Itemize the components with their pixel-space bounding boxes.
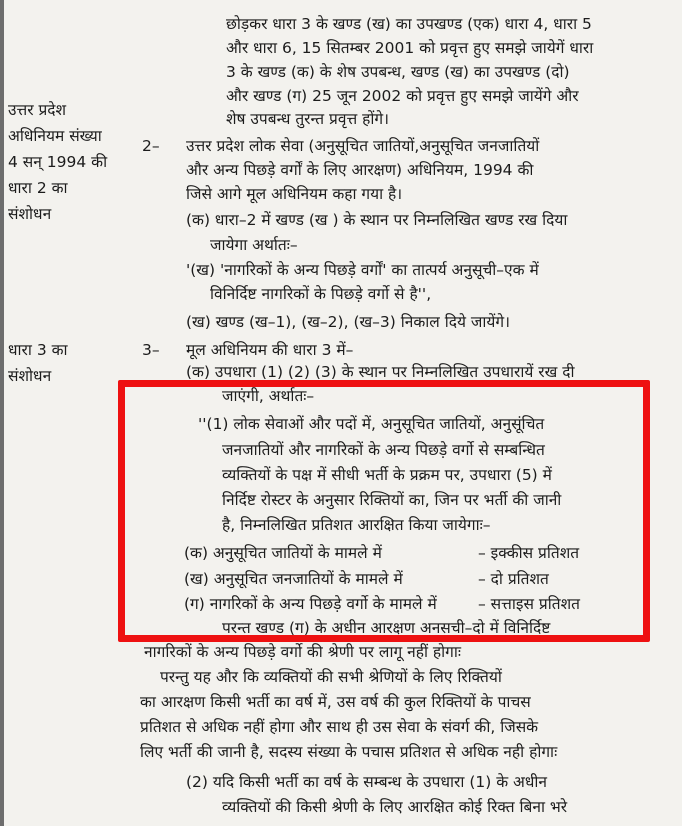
reservation-st-label: (ख) अनुसूचित जनजातियों के मामले में bbox=[184, 570, 403, 588]
subsection-1-line-4: निर्दिष्ट रोस्टर के अनुसार रिक्तियों का, जिन पर भर्ती की जानी bbox=[222, 491, 562, 509]
section-2-line-1: उत्तर प्रदेश लोक सेवा (अनुसूचित जातियों,अनुसूचित जनजातियों bbox=[186, 137, 540, 155]
top-line-4: और खण्ड (ग) 25 जून 2002 को प्रवृत्त हुए समझे जायेंगे और bbox=[226, 87, 579, 105]
reservation-obc-value: – सत्ताइस प्रतिशत bbox=[478, 595, 580, 613]
side-note-1-line-5: संशोधन bbox=[8, 205, 52, 223]
section-3-line-2: (क) उपधारा (1) (2) (3) के स्थान पर निम्नलिखित उपधारायें रख दी bbox=[186, 363, 575, 381]
subsection-1-line-1: ''(1) लोक सेवाओं और पदों में, अनुसूचित जातियों, अनुसूंचित bbox=[198, 415, 545, 433]
top-line-5: शेष उपबन्ध तुरन्त प्रवृत्त होंगे। bbox=[226, 110, 389, 128]
top-line-2: और धारा 6, 15 सितम्बर 2001 को प्रवृत्त हुए समझे जायेगें धारा bbox=[226, 39, 594, 57]
side-note-1-line-1: उत्तर प्रदेश bbox=[8, 101, 67, 119]
side-note-1-line-4: धारा 2 का bbox=[8, 179, 68, 197]
section-2-clause-kh: (ख) खण्ड (ख–1), (ख–2), (ख–3) निकाल दिये जायेंगे। bbox=[186, 313, 510, 331]
page-edge bbox=[0, 0, 4, 826]
top-line-3: 3 के खण्ड (क) के शेष उपबन्ध, खण्ड (ख) का उपखण्ड (दो) bbox=[226, 63, 570, 81]
section-2-line-2: और अन्य पिछड़े वर्गों के लिए आरक्षण) अधिनियम, 1994 की bbox=[186, 161, 534, 179]
section-2-line-3: जिसे आगे मूल अधिनियम कहा गया है। bbox=[186, 185, 403, 203]
reservation-sc-value: – इक्कीस प्रतिशत bbox=[478, 544, 580, 562]
reservation-st-value: – दो प्रतिशत bbox=[478, 570, 549, 588]
side-note-1-line-2: अधिनियम संख्या bbox=[8, 127, 102, 145]
side-note-2-line-2: संशोधन bbox=[8, 367, 52, 385]
section-2-clause-a-line-2: जायेगा अर्थातः– bbox=[210, 236, 298, 254]
side-note-2-line-1: धारा 3 का bbox=[8, 341, 68, 359]
proviso-2-line-2: का आरक्षण किसी भर्ती का वर्ष में, उस वर्ष की कुल रिक्तियों के पाचस bbox=[140, 693, 531, 711]
proviso-2-line-3: प्रतिशत से अधिक नहीं होगा और साथ ही उस सेवा के संवर्ग की, जिसके bbox=[140, 718, 539, 736]
section-2-clause-a-line-1: (क) धारा–2 में खण्ड (ख ) के स्थान पर निम्नलिखित खण्ड रख दिया bbox=[186, 211, 568, 229]
proviso-2-line-4: लिए भर्ती की जानी है, सदस्य संख्या के पचास प्रतिशत से अधिक नही होगाः bbox=[140, 743, 558, 761]
section-3-line-1: मूल अधिनियम की धारा 3 में– bbox=[186, 341, 354, 359]
section-2-number: 2– bbox=[142, 137, 160, 155]
section-3-number: 3– bbox=[142, 341, 160, 359]
section-2-quote-line-1: '(ख) 'नागरिकों के अन्य पिछड़े वर्गों' का तात्पर्य अनुसूची–एक में bbox=[186, 261, 539, 279]
reservation-sc-label: (क) अनुसूचित जातियों के मामले में bbox=[184, 544, 382, 562]
proviso-1-line-1: परन्त खण्ड (ग) के अधीन आरक्षण अनसची–दो में विनिर्दिष्ट bbox=[222, 619, 551, 637]
subsection-2-line-1: (2) यदि किसी भर्ती का वर्ष के सम्बन्ध के उपधारा (1) के अधीन bbox=[186, 773, 548, 791]
section-2-quote-line-2: विनिर्दिष्ट नागरिकों के पिछड़े वर्गो से है'', bbox=[210, 285, 432, 303]
top-line-1: छोड़कर धारा 3 के खण्ड (ख) का उपखण्ड (एक) धारा 4, धारा 5 bbox=[226, 15, 592, 33]
subsection-1-line-2: जनजातियों और नागरिकों के अन्य पिछड़े वर्गो से सम्बन्धित bbox=[222, 441, 545, 459]
subsection-1-line-3: व्यक्तियों के पक्ष में सीधी भर्ती के प्रक्रम पर, उपधारा (5) में bbox=[222, 466, 552, 484]
proviso-2-line-1: परन्तु यह और कि व्यक्तियों की सभी श्रेणियों के लिए रिक्तियों bbox=[160, 668, 502, 686]
reservation-obc-label: (ग) नागरिकों के अन्य पिछड़े वर्गो के मामले में bbox=[184, 595, 437, 613]
proviso-1-line-2: नागरिकों के अन्य पिछड़े वर्गो की श्रेणी पर लागू नहीं होगाः bbox=[144, 643, 462, 661]
side-note-1-line-3: 4 सन् 1994 की bbox=[8, 153, 108, 171]
section-3-line-3: जाएंगी, अर्थातः– bbox=[222, 387, 315, 405]
subsection-2-line-2: व्यक्तियों की किसी श्रेणी के लिए आरक्षित कोई रिक्त बिना भरे bbox=[222, 798, 568, 816]
subsection-1-line-5: है, निम्नलिखित प्रतिशत आरक्षित किया जायेगाः– bbox=[222, 516, 491, 534]
